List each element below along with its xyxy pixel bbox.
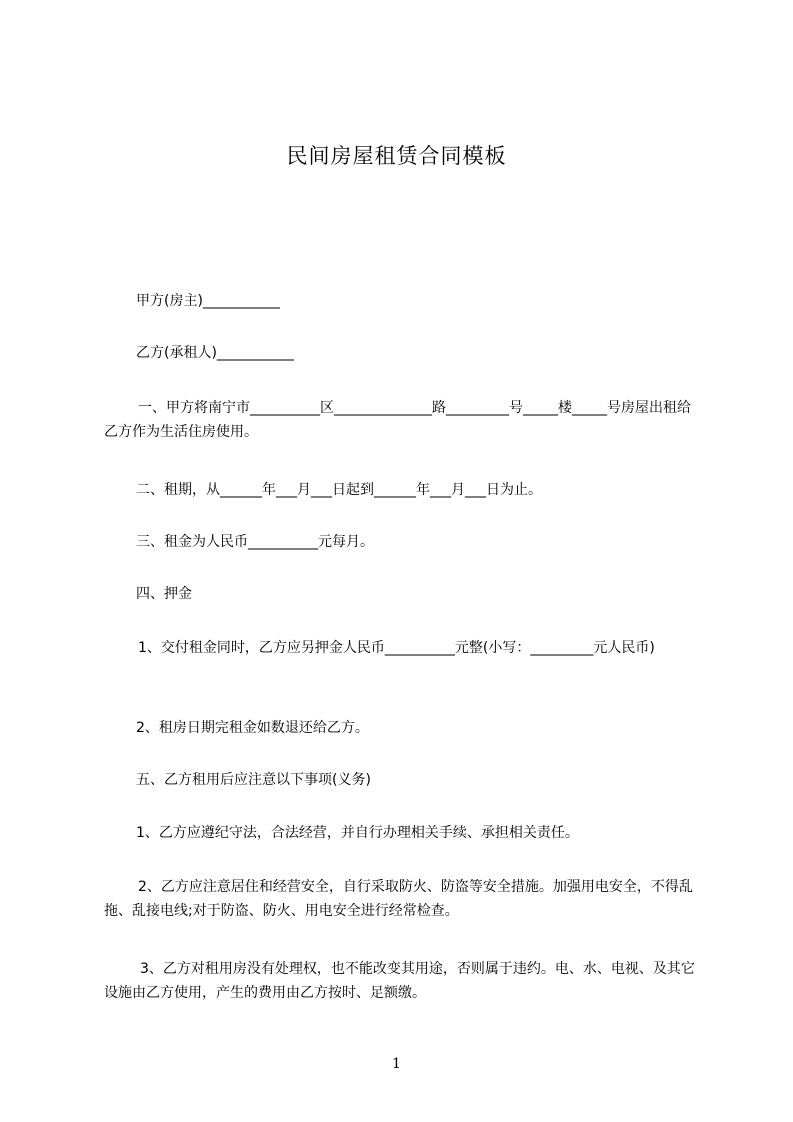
clause-5-heading: 五、乙方租用后应注意以下事项(义务) [136, 772, 371, 788]
clause-1-property: 一、甲方将南宁市__________区______________路_________号_____楼_____号房屋出租给乙方作为生活住房使用。 [104, 400, 691, 440]
document-title: 民间房屋租赁合同模板 [286, 144, 507, 168]
page-number: 1 [392, 1056, 401, 1072]
party-b-line: 乙方(承租人)___________ [136, 345, 294, 361]
clause-2-term: 二、租期，从______年___月___日起到______年___月___日为止。 [136, 482, 542, 498]
obligation-item-1: 1、乙方应遵纪守法，合法经营，并自行办理相关手续、承担相关责任。 [136, 825, 579, 841]
clause-3-rent: 三、租金为人民币__________元每月。 [136, 534, 374, 550]
deposit-item-1: 1、交付租金同时，乙方应另押金人民币__________元整(小写：_________元人民币) [138, 640, 655, 656]
obligation-item-3: 3、乙方对租用房没有处理权，也不能改变其用途，否则属于违约。电、水、电视、及其它设施由乙方使用，产生的费用由乙方按时、足额缴。 [104, 961, 695, 1001]
deposit-item-2: 2、租房日期完租金如数退还给乙方。 [136, 720, 369, 736]
party-a-line: 甲方(房主)___________ [136, 293, 280, 309]
obligation-item-2: 2、乙方应注意居住和经营安全，自行采取防火、防盗等安全措施。加强用电安全，不得乱拖、乱接电线;对于防盗、防火、用电安全进行经常检查。 [104, 879, 693, 919]
clause-4-deposit-heading: 四、押金 [136, 586, 192, 602]
